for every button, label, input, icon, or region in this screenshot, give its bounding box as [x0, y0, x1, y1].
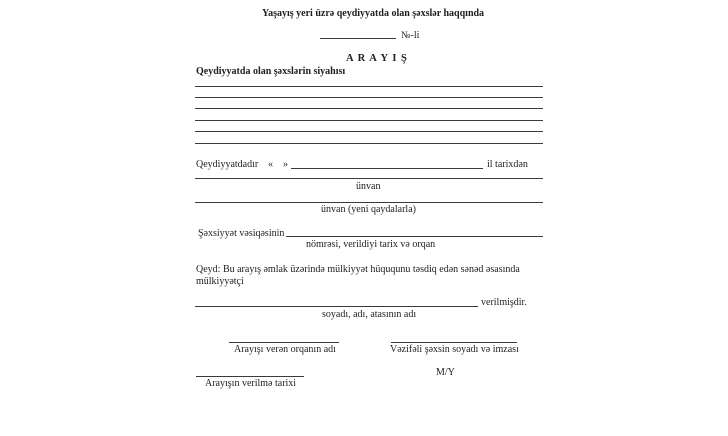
id-caption: nömrəsi, verildiyi tarix və orqan	[306, 239, 436, 250]
document-heading: A R A Y I Ş	[346, 53, 408, 64]
address-line[interactable]	[195, 178, 543, 179]
issue-date-caption: Arayışın verilmə tarixi	[205, 378, 297, 389]
issue-date-line[interactable]	[196, 376, 304, 377]
date-suffix: il tarixdən	[487, 159, 528, 170]
registered-date-line[interactable]	[291, 168, 483, 169]
id-label: Şəxsiyyət vəsiqəsinin	[198, 228, 285, 239]
official-caption: Vəzifəli şəxsin soyadı və imzası	[390, 344, 519, 355]
list-line[interactable]	[195, 120, 543, 121]
document-title: Yaşayış yeri üzrə qeydiyyatda olan şəxslər haqqında	[262, 8, 485, 19]
list-line[interactable]	[195, 108, 543, 109]
list-line[interactable]	[195, 131, 543, 132]
official-line[interactable]	[391, 342, 517, 343]
list-line[interactable]	[195, 86, 543, 87]
address-new-caption: ünvan (yeni qaydalarla)	[321, 204, 416, 215]
issued-suffix: verilmişdir.	[481, 297, 527, 308]
address-new-line[interactable]	[195, 202, 543, 203]
id-line[interactable]	[286, 236, 543, 237]
date-quotes: « »	[268, 159, 288, 170]
number-label: №-li	[401, 30, 420, 41]
note-line-2: mülkiyyətçi	[196, 276, 244, 287]
seal-label: M/Y	[436, 367, 455, 378]
issuer-caption: Arayışı verən orqanın adı	[234, 344, 336, 355]
issuer-line[interactable]	[229, 342, 339, 343]
list-line[interactable]	[195, 97, 543, 98]
owner-name-line[interactable]	[195, 306, 478, 307]
list-line[interactable]	[195, 143, 543, 144]
registered-label: Qeydiyyatdadır	[196, 159, 259, 170]
name-caption: soyadı, adı, atasının adı	[322, 309, 417, 320]
address-caption: ünvan	[356, 181, 381, 192]
number-line[interactable]	[320, 38, 396, 39]
note-line-1: Qeyd: Bu arayış əmlak üzərində mülkiyyət hüququnu təsdiq edən sənəd əsasında	[196, 264, 520, 275]
list-label: Qeydiyyatda olan şəxslərin siyahısı	[196, 66, 346, 77]
